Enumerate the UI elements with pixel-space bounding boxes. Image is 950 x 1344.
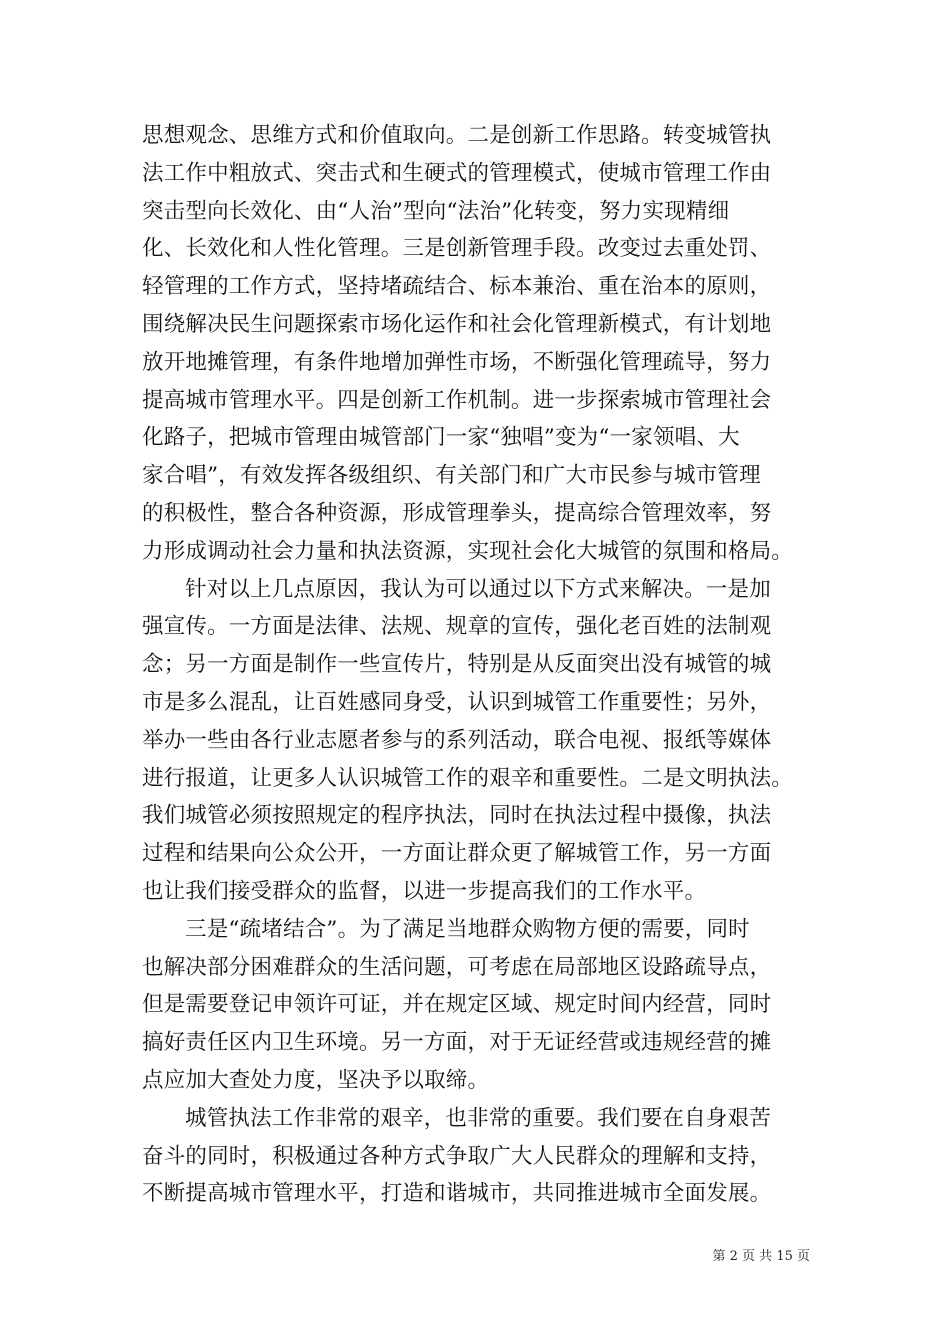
text-line: 不断提高城市管理水平，打造和谐城市，共同推进城市全面发展。 xyxy=(142,1181,772,1207)
text-line: 围绕解决民生问题探索市场化运作和社会化管理新模式，有计划地 xyxy=(142,311,772,337)
text-line: 奋斗的同时，积极通过各种方式争取广大人民群众的理解和支持， xyxy=(142,1143,772,1169)
text-line: 三是“疏堵结合”。为了满足当地群众购物方便的需要，同时 xyxy=(185,916,750,942)
text-line: 轻管理的工作方式，坚持堵疏结合、标本兼治、重在治本的原则， xyxy=(142,274,772,300)
page-number-footer: 第 2 页 共 15 页 xyxy=(712,1249,810,1264)
text-line: 放开地摊管理，有条件地增加弹性市场，不断强化管理疏导，努力 xyxy=(142,349,772,375)
text-line: 突击型向长效化、由“人治”型向“法治”化转变，努力实现精细 xyxy=(142,198,730,224)
text-line: 城管执法工作非常的艰辛，也非常的重要。我们要在自身艰苦 xyxy=(185,1105,771,1131)
body-text xyxy=(142,117,812,1213)
text-line: 但是需要登记申领许可证，并在规定区域、规定时间内经营，同时 xyxy=(142,992,772,1018)
text-line: 提高城市管理水平。四是创新工作机制。进一步探索城市管理社会 xyxy=(142,387,772,413)
text-line: 针对以上几点原因，我认为可以通过以下方式来解决。一是加 xyxy=(185,576,771,602)
text-line: 化、长效化和人性化管理。三是创新管理手段。改变过去重处罚、 xyxy=(142,236,772,262)
text-line: 的积极性，整合各种资源，形成管理拳头，提高综合管理效率，努 xyxy=(142,500,772,526)
text-line: 搞好责任区内卫生环境。另一方面，对于无证经营或违规经营的摊 xyxy=(142,1030,772,1056)
text-line: 也解决部分困难群众的生活问题，可考虑在局部地区设路疏导点， xyxy=(142,954,772,980)
text-line: 家合唱”，有效发挥各级组织、有关部门和广大市民参与城市管理 xyxy=(142,463,761,489)
text-line: 强宣传。一方面是法律、法规、规章的宣传，强化老百姓的法制观 xyxy=(142,614,772,640)
text-line: 过程和结果向公众公开，一方面让群众更了解城管工作，另一方面 xyxy=(142,841,772,867)
text-line: 化路子，把城市管理由城管部门一家“独唱”变为“一家领唱、大 xyxy=(142,425,740,451)
text-line: 思想观念、思维方式和价值取向。二是创新工作思路。转变城管执 xyxy=(142,123,772,148)
text-line: 举办一些由各行业志愿者参与的系列活动，联合电视、报纸等媒体 xyxy=(142,727,772,753)
text-line: 也让我们接受群众的监督，以进一步提高我们的工作水平。 xyxy=(142,878,707,904)
text-line: 我们城管必须按照规定的程序执法，同时在执法过程中摄像，执法 xyxy=(142,803,772,829)
text-line: 念；另一方面是制作一些宣传片，特别是从反面突出没有城管的城 xyxy=(142,652,772,678)
text-line: 市是多么混乱，让百姓感同身受，认识到城管工作重要性；另外， xyxy=(142,689,772,715)
text-line: 进行报道，让更多人认识城管工作的艰辛和重要性。二是文明执法。 xyxy=(142,765,794,791)
text-line: 点应加大查处力度，坚决予以取缔。 xyxy=(142,1067,490,1093)
text-line: 力形成调动社会力量和执法资源，实现社会化大城管的氛围和格局。 xyxy=(142,538,794,564)
text-line: 法工作中粗放式、突击式和生硬式的管理模式，使城市管理工作由 xyxy=(142,160,772,186)
